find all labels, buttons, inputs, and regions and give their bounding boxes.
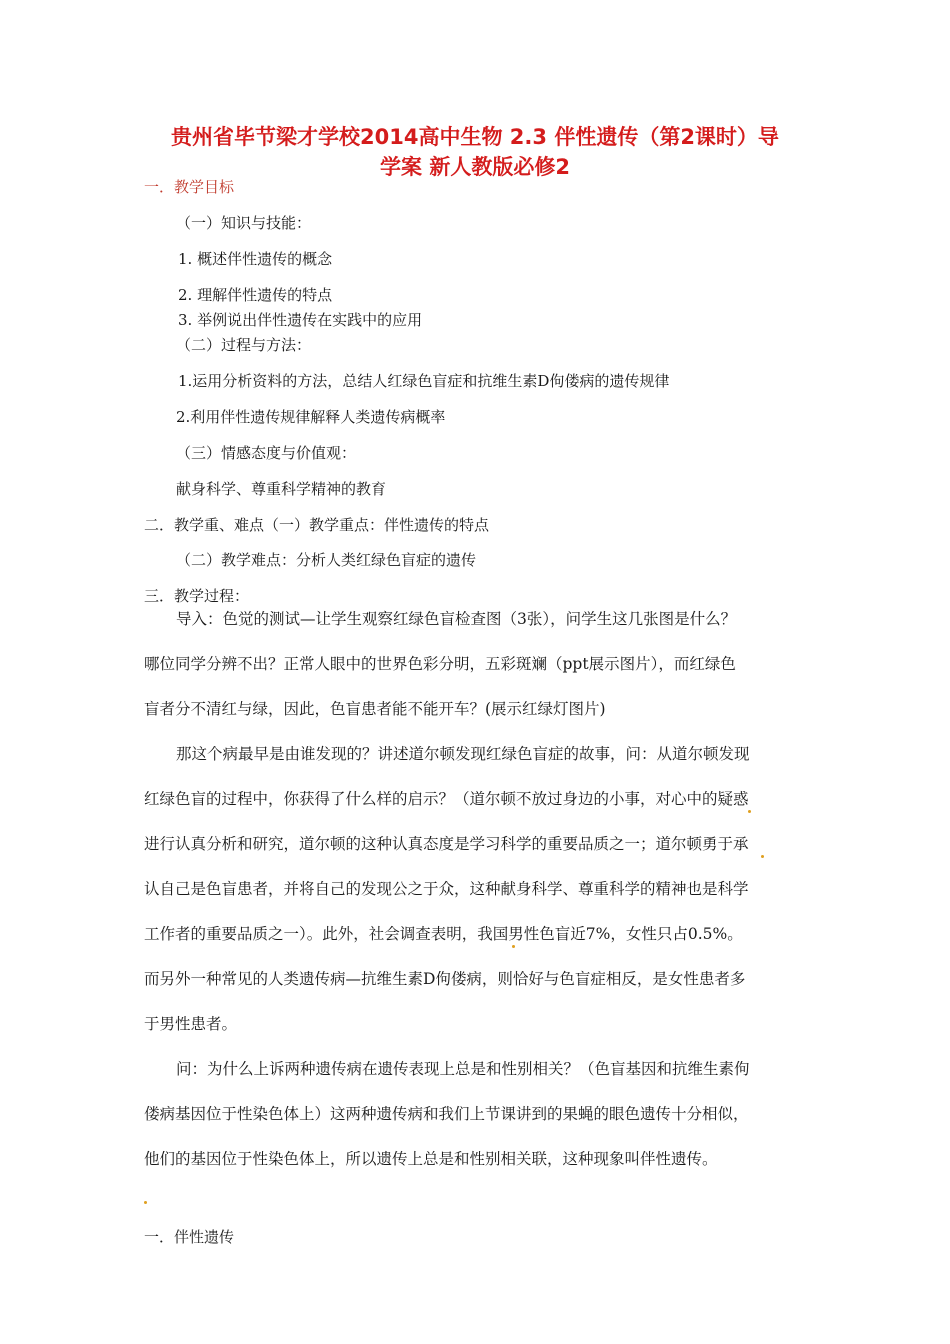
paragraph-line: 进行认真分析和研究，道尔顿的这种认真态度是学习科学的重要品质之一；道尔顿勇于承	[144, 835, 749, 853]
section-heading-key-points: 二．教学重、难点（一）教学重点：伴性遗传的特点	[144, 516, 490, 534]
subheading-attitude: （三）情感态度与价值观：	[176, 444, 357, 462]
decorative-dot	[512, 945, 515, 948]
decorative-dot	[144, 1201, 147, 1204]
decorative-dot	[761, 855, 764, 858]
list-item: 2.利用伴性遗传规律解释人类遗传病概率	[176, 408, 446, 426]
paragraph-line: 那这个病最早是由谁发现的？讲述道尔顿发现红绿色盲症的故事，问：从道尔顿发现	[176, 745, 750, 763]
paragraph-line: 导入：色觉的测试—让学生观察红绿色盲检查图（3张），问学生这几张图是什么？	[176, 610, 737, 628]
section-heading-sex-linked: 一．伴性遗传	[144, 1228, 235, 1246]
list-item: 1.运用分析资料的方法，总结人红绿色盲症和抗维生素D佝偻病的遗传规律	[178, 372, 670, 390]
title-line-1: 贵州省毕节梁才学校2014高中生物 2.3 伴性遗传（第2课时）导	[171, 125, 779, 149]
difficult-point-line: （二）教学难点：分析人类红绿色盲症的遗传	[176, 551, 477, 569]
list-item: 2. 理解伴性遗传的特点	[178, 286, 333, 304]
decorative-dot	[748, 810, 751, 813]
paragraph-line: 盲者分不清红与绿，因此，色盲患者能不能开车？(展示红绿灯图片)	[144, 700, 606, 718]
section-heading-objectives: 一．教学目标	[144, 178, 235, 196]
paragraph-line: 而另外一种常见的人类遗传病—抗维生素D佝偻病，则恰好与色盲症相反，是女性患者多	[144, 970, 746, 988]
section-heading-process: 三．教学过程：	[144, 587, 250, 605]
list-item: 献身科学、尊重科学精神的教育	[176, 480, 387, 498]
paragraph-line: 哪位同学分辨不出？正常人眼中的世界色彩分明，五彩斑斓（ppt展示图片），而红绿色	[144, 655, 736, 673]
paragraph-line: 问：为什么上诉两种遗传病在遗传表现上总是和性别相关？（色盲基因和抗维生素佝	[176, 1060, 750, 1078]
paragraph-line: 他们的基因位于性染色体上，所以遗传上总是和性别相关联，这种现象叫伴性遗传。	[144, 1150, 718, 1168]
list-item: 3. 举例说出伴性遗传在实践中的应用	[178, 311, 423, 329]
list-item: 1. 概述伴性遗传的概念	[178, 250, 333, 268]
paragraph-line: 偻病基因位于性染色体上）这两种遗传病和我们上节课讲到的果蝇的眼色遗传十分相似，	[144, 1105, 749, 1123]
subheading-knowledge: （一）知识与技能：	[176, 214, 312, 232]
title-line-2: 学案 新人教版必修2	[380, 155, 570, 179]
subheading-process: （二）过程与方法：	[176, 336, 312, 354]
paragraph-line: 红绿色盲的过程中，你获得了什么样的启示？（道尔顿不放过身边的小事，对心中的疑惑	[144, 790, 749, 808]
document-title	[120, 122, 830, 182]
paragraph-line: 工作者的重要品质之一）。此外，社会调查表明，我国男性色盲近7%，女性只占0.5%。	[144, 925, 743, 943]
paragraph-line: 于男性患者。	[144, 1015, 238, 1033]
paragraph-line: 认自己是色盲患者，并将自己的发现公之于众，这种献身科学、尊重科学的精神也是科学	[144, 880, 749, 898]
